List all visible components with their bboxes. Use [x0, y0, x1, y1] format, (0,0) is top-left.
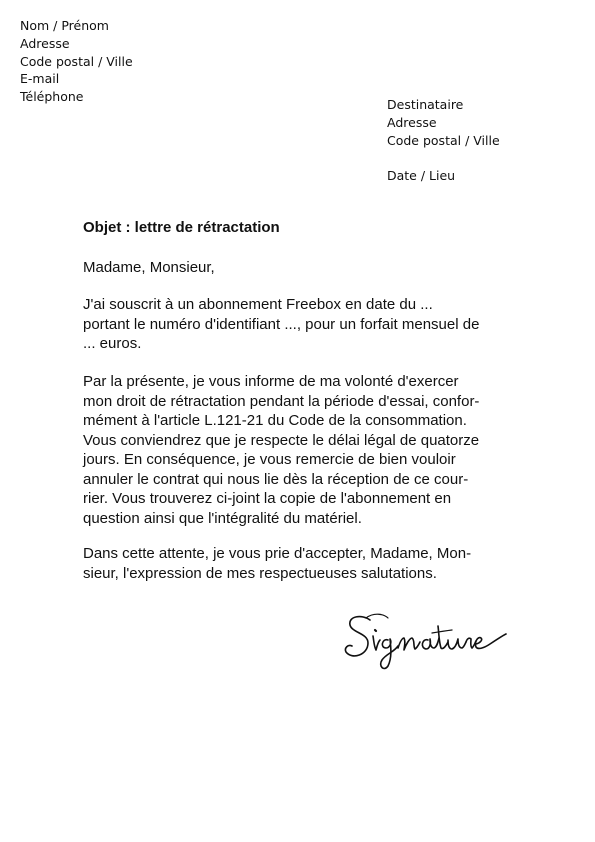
sender-address: Adresse: [20, 35, 70, 51]
paragraph-line: jours. En conséquence, je vous remercie de bien vouloir: [83, 451, 456, 468]
paragraph-line: Vous conviendrez que je respecte le délai légal de quatorze: [83, 431, 480, 449]
paragraph-subscription: [83, 295, 523, 354]
paragraph-line: mon droit de rétractation pendant la période d'essai, confor-: [83, 392, 480, 410]
date-place-text: Date / Lieu: [387, 168, 456, 183]
sender-name: Nom / Prénom: [20, 18, 109, 33]
paragraph-line: J'ai souscrit à un abonnement Freebox en date du ...: [83, 296, 433, 313]
subject-text: Objet : lettre de rétractation: [83, 219, 280, 236]
recipient-postal-city: Code postal / Ville: [387, 133, 500, 148]
paragraph-line: question ainsi que l'intégralité du matériel.: [83, 509, 362, 527]
date-place: [387, 167, 455, 185]
paragraph-line: ... euros.: [83, 335, 142, 352]
paragraph-line: Dans cette attente, je vous prie d'accepter, Madame, Mon-: [83, 545, 472, 562]
paragraph-retraction: [83, 372, 523, 528]
paragraph-line: mément à l'article L.121-21 du Code de la consommation.: [83, 412, 467, 429]
letter-salutation: [83, 258, 523, 278]
sender-phone: Téléphone: [20, 89, 84, 105]
paragraph-closing: [83, 544, 523, 583]
paragraph-line: Par la présente, je vous informe de ma volonté d'exercer: [83, 373, 459, 390]
salutation-text: Madame, Monsieur,: [83, 259, 215, 276]
handwritten-signature: [340, 606, 510, 676]
recipient-address: Adresse: [387, 115, 437, 130]
letter-subject: [83, 218, 523, 238]
recipient-name: Destinataire: [387, 97, 464, 112]
paragraph-line: portant le numéro d'identifiant ..., pour un forfait mensuel de: [83, 315, 480, 333]
recipient-block: [387, 96, 500, 150]
paragraph-line: sieur, l'expression de mes respectueuses salutations.: [83, 564, 437, 582]
paragraph-line: rier. Vous trouverez ci-joint la copie de l'abonnement en: [83, 490, 452, 507]
sender-postal-city: Code postal / Ville: [20, 53, 133, 69]
sender-email: E-mail: [20, 71, 60, 87]
sender-block: [20, 17, 133, 106]
paragraph-line: annuler le contrat qui nous lie dès la réception de ce cour-: [83, 470, 469, 488]
